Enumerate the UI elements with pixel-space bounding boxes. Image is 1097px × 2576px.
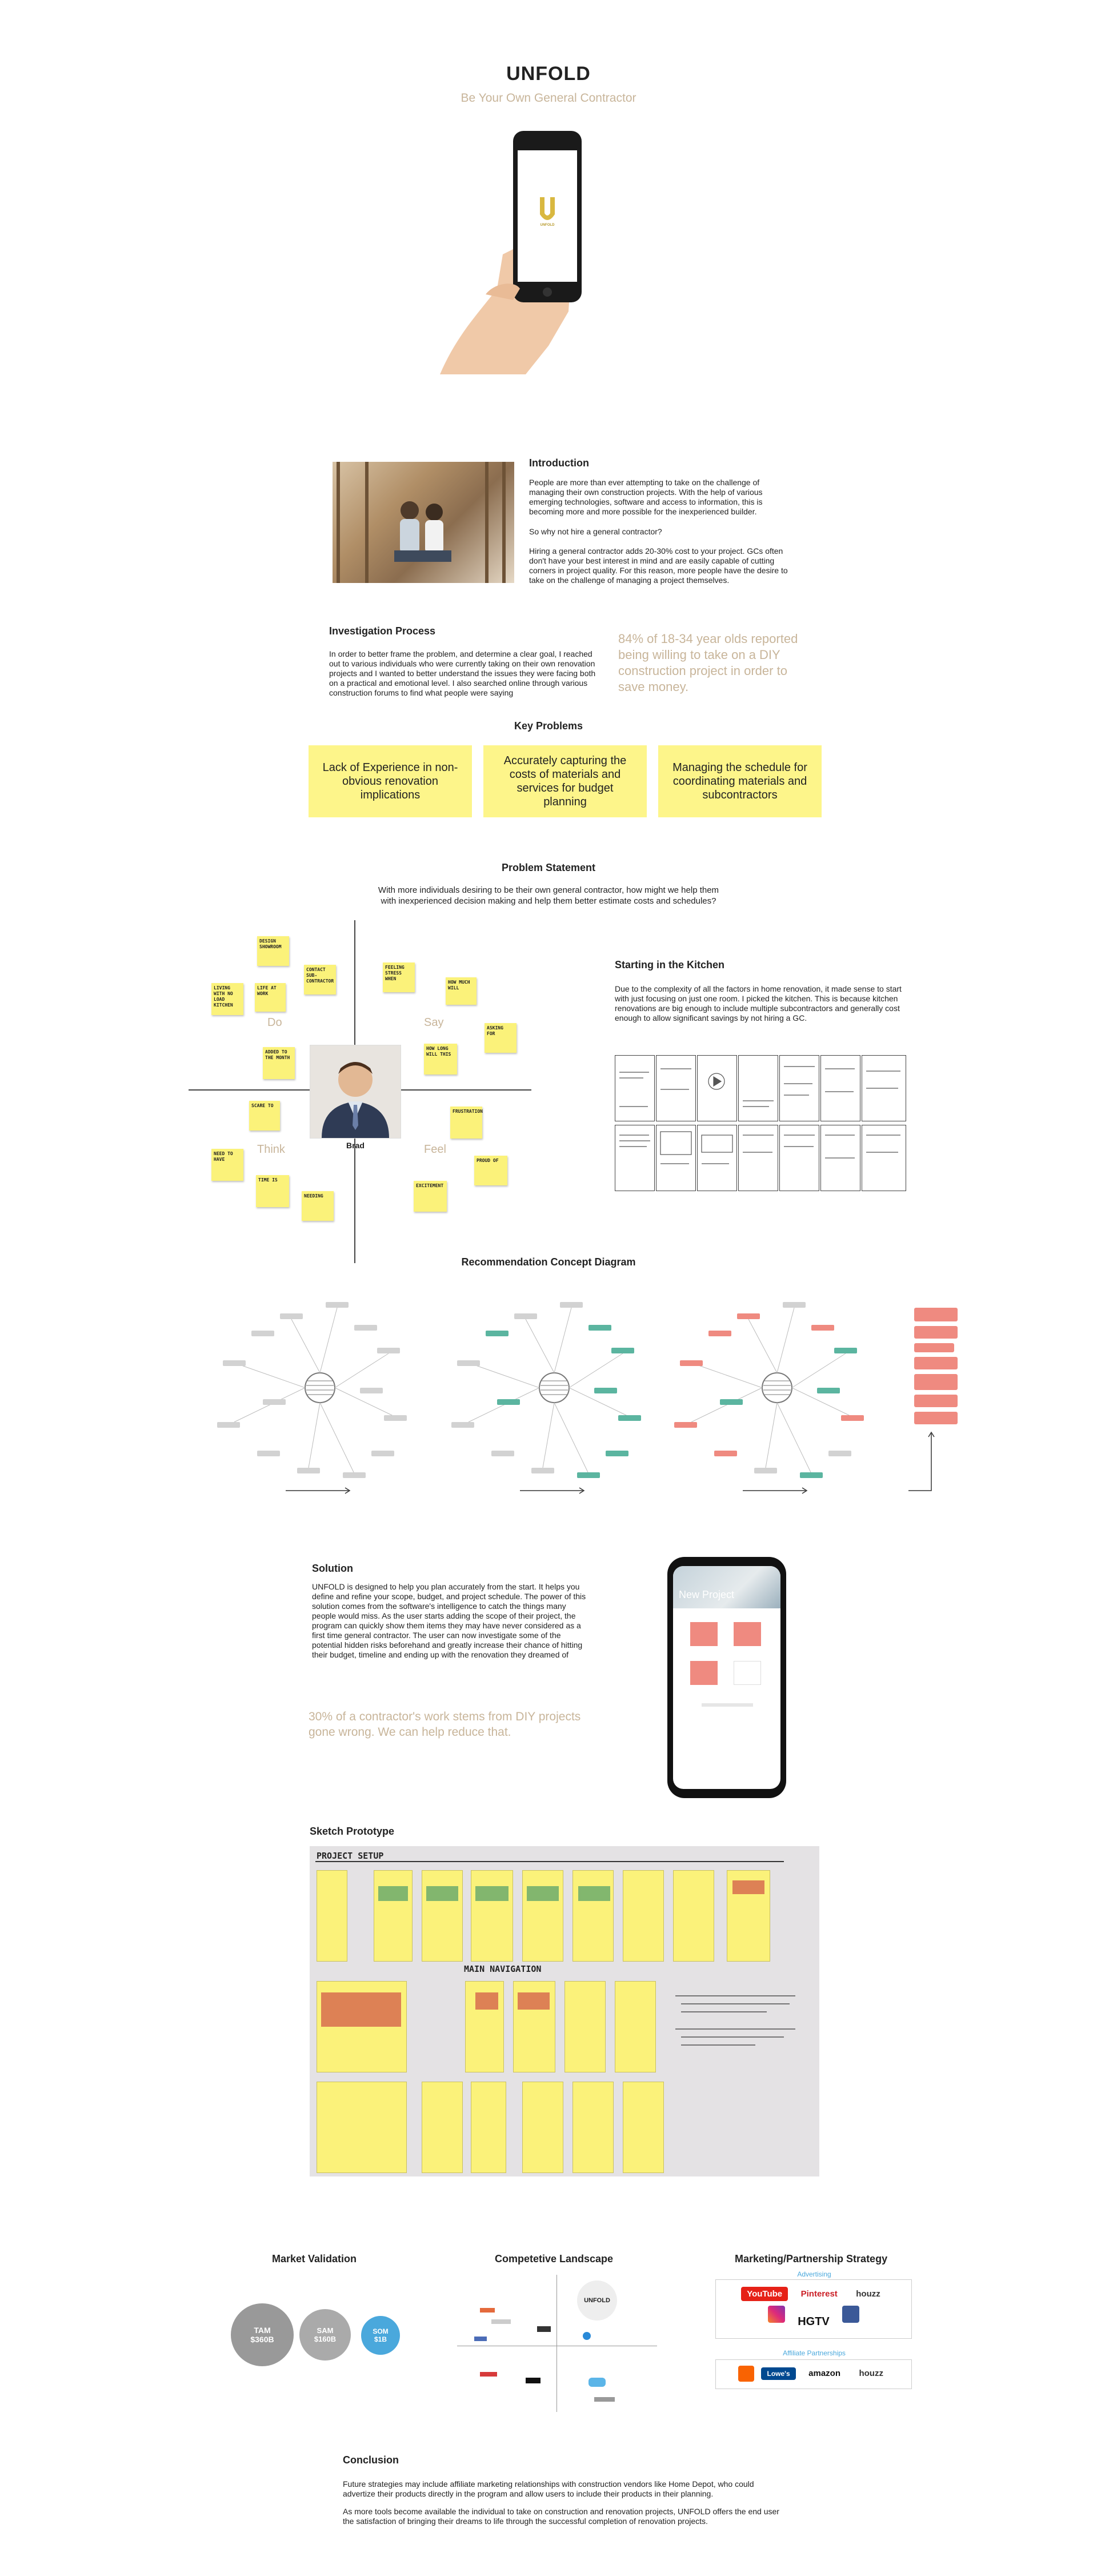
- kitchen-sketch-grid: [615, 1055, 907, 1191]
- quadrant-label-think: Think: [257, 1143, 285, 1156]
- competitive-center-label: UNFOLD: [577, 2281, 617, 2321]
- kitchen-title: Starting in the Kitchen: [615, 959, 725, 971]
- advertising-box: [715, 2279, 912, 2339]
- market-circle-value: $360B: [250, 2335, 274, 2344]
- solution-body: UNFOLD is designed to help you plan accurately from the start. It helps you define and refine your scope, budget, and project schedule. The power of this solution comes from the software's intelligence to catch the things many people would miss. As the user starts adding the scope of their project, the program can quickly show them items they may have never considered as a first time general contractor. The user can now investigate some of the potential hidden risks beforehand and greatly increase their chance of hitting their budget, timeline and ending up with the renovation they dreamed of: [312, 1582, 586, 1659]
- intro-paragraph-3: Hiring a general contractor adds 20-30% cost to your project. GCs often don't have your best interest in mind and are easily capable of cutting corners in project quality. For this reason, more people have the desire to take on the challenge of managing a project themselves.: [529, 546, 788, 585]
- sketch-label-nav: MAIN NAVIGATION: [464, 1964, 542, 1974]
- competitive-quadrant: [457, 2275, 657, 2412]
- page-title: UNFOLD: [506, 63, 591, 85]
- ad-logo-hgtv: HGTV: [798, 2315, 830, 2328]
- key-problem-card: Accurately capturing the costs of materials and services for budget planning: [483, 745, 647, 817]
- recommendation-title: Recommendation Concept Diagram: [461, 1256, 636, 1268]
- instagram-icon: [768, 2306, 785, 2323]
- sticky-note: NEEDING: [302, 1191, 334, 1221]
- quadrant-label-do: Do: [267, 1016, 282, 1029]
- sticky-note: NEED TO HAVE: [211, 1149, 243, 1181]
- intro-paragraph-2: So why not hire a general contractor?: [529, 527, 662, 536]
- ad-logo-youtube: YouTube: [741, 2287, 788, 2301]
- market-circle-label: SAM: [317, 2326, 334, 2335]
- quadrant-label-say: Say: [424, 1016, 444, 1029]
- solution-quote: 30% of a contractor's work stems from DIY projects gone wrong. We can help reduce that.: [309, 1710, 581, 1739]
- sticky-note: HOW LONG WILL THIS: [424, 1044, 457, 1075]
- intro-photo: [333, 462, 514, 583]
- concept-diagram: [206, 1285, 977, 1502]
- sticky-note: SCARE TO: [249, 1101, 280, 1131]
- competitive-title: Competetive Landscape: [495, 2253, 614, 2265]
- market-circle-value: $1B: [374, 2335, 387, 2343]
- market-circle-label: SOM: [373, 2327, 389, 2335]
- quadrant-label-feel: Feel: [424, 1143, 446, 1156]
- home-depot-icon: [738, 2366, 754, 2382]
- marketing-title: Marketing/Partnership Strategy: [735, 2253, 888, 2265]
- persona-name: Brad: [346, 1141, 365, 1150]
- investigation-title: Investigation Process: [329, 625, 436, 637]
- sticky-note: DESIGN SHOWROOM: [257, 936, 289, 966]
- key-problem-card: Managing the schedule for coordinating materials and subcontractors: [658, 745, 822, 817]
- key-problems-title: Key Problems: [514, 720, 583, 732]
- ad-logo-pinterest: Pinterest: [800, 2289, 838, 2299]
- ad-logo-houzz: houzz: [856, 2289, 880, 2299]
- market-circle-som: [361, 2316, 400, 2355]
- affiliate-box: [715, 2359, 912, 2389]
- sticky-note: FEELING STRESS WHEN: [383, 962, 415, 992]
- facebook-icon: [842, 2306, 859, 2323]
- market-circle-label: TAM: [254, 2326, 271, 2335]
- sketch-prototype-photo: [310, 1846, 819, 2176]
- market-circle-tam: [231, 2303, 294, 2366]
- sticky-note: TIME IS: [256, 1175, 289, 1207]
- persona-photo: [310, 1045, 401, 1139]
- market-title: Market Validation: [272, 2253, 357, 2265]
- key-problem-card: Lack of Experience in non-obvious renovation implications: [309, 745, 472, 817]
- aff-logo-houzz: houzz: [859, 2369, 883, 2379]
- kitchen-body: Due to the complexity of all the factors in home renovation, it made sense to start with just focusing on just one room. I picked the kitchen. This is because kitchen renovations are big enough to include multiple subcontractors and generally cost enough to allow significant savings by not hiring a GC.: [615, 984, 902, 1023]
- intro-title: Introduction: [529, 457, 589, 469]
- sticky-note: ASKING FOR: [485, 1023, 517, 1053]
- app-logo-label: UNFOLD: [540, 223, 555, 227]
- affiliate-label: Affiliate Partnerships: [783, 2349, 846, 2357]
- problem-statement-body: With more individuals desiring to be their own general contractor, how might we help them with inexperienced decision making and help them better estimate costs and schedules?: [378, 885, 719, 906]
- aff-logo-lowes: Lowe's: [761, 2367, 795, 2380]
- sticky-note: CONTACT SUB-CONTRACTOR: [304, 965, 336, 995]
- sticky-note: PROUD OF: [474, 1156, 507, 1185]
- investigation-quote: 84% of 18-34 year olds reported being willing to take on a DIY construction project in order to save money.: [618, 632, 798, 694]
- advertising-label: Advertising: [797, 2270, 831, 2278]
- aff-logo-amazon: amazon: [808, 2369, 840, 2379]
- solution-title: Solution: [312, 1563, 353, 1574]
- sketch-label-setup: PROJECT SETUP: [317, 1851, 384, 1861]
- sticky-note: HOW MUCH WILL: [446, 977, 477, 1005]
- phone-screen-title: New Project: [679, 1589, 735, 1600]
- investigation-body: In order to better frame the problem, and determine a clear goal, I reached out to various individuals who were currently taking on their own renovation projects and I wanted to better understand the issues they were facing both on a practical and emotional level. I also searched online through various construction forums to find what people were saying: [329, 649, 596, 697]
- intro-paragraph-1: People are more than ever attempting to take on the challenge of managing their own construction projects. With the help of various emerging technologies, software and access to information, this is becoming more and more possible for the inexperienced builder.: [529, 478, 763, 516]
- conclusion-paragraph-1: Future strategies may include affiliate marketing relationships with construction vendors like Home Depot, who could advertize their products directly in the program and allow users to include their products in their planning.: [343, 2479, 754, 2498]
- solution-phone: [667, 1557, 786, 1798]
- market-circle-value: $160B: [314, 2335, 337, 2343]
- sticky-note: ADDED TO THE MONTH: [263, 1047, 295, 1079]
- empathy-map: [189, 920, 531, 1263]
- sticky-note: EXCITEMENT: [414, 1181, 447, 1212]
- sticky-note: LIFE AT WORK: [255, 983, 286, 1012]
- market-circle-sam: [299, 2309, 351, 2361]
- conclusion-title: Conclusion: [343, 2454, 399, 2466]
- sticky-note: FRUSTRATION: [450, 1107, 482, 1139]
- hero-phone-illustration: [440, 129, 611, 374]
- sticky-note: LIVING WITH NO LOAD KITCHEN: [211, 983, 243, 1015]
- conclusion-paragraph-2: As more tools become available the individual to take on construction and renovation projects, UNFOLD offers the end user the satisfaction of bringing their dreams to life through the successful completion of renovation projects.: [343, 2507, 779, 2526]
- sketch-title: Sketch Prototype: [310, 1826, 395, 1837]
- problem-statement-title: Problem Statement: [501, 862, 596, 873]
- page-subtitle: Be Your Own General Contractor: [461, 91, 636, 105]
